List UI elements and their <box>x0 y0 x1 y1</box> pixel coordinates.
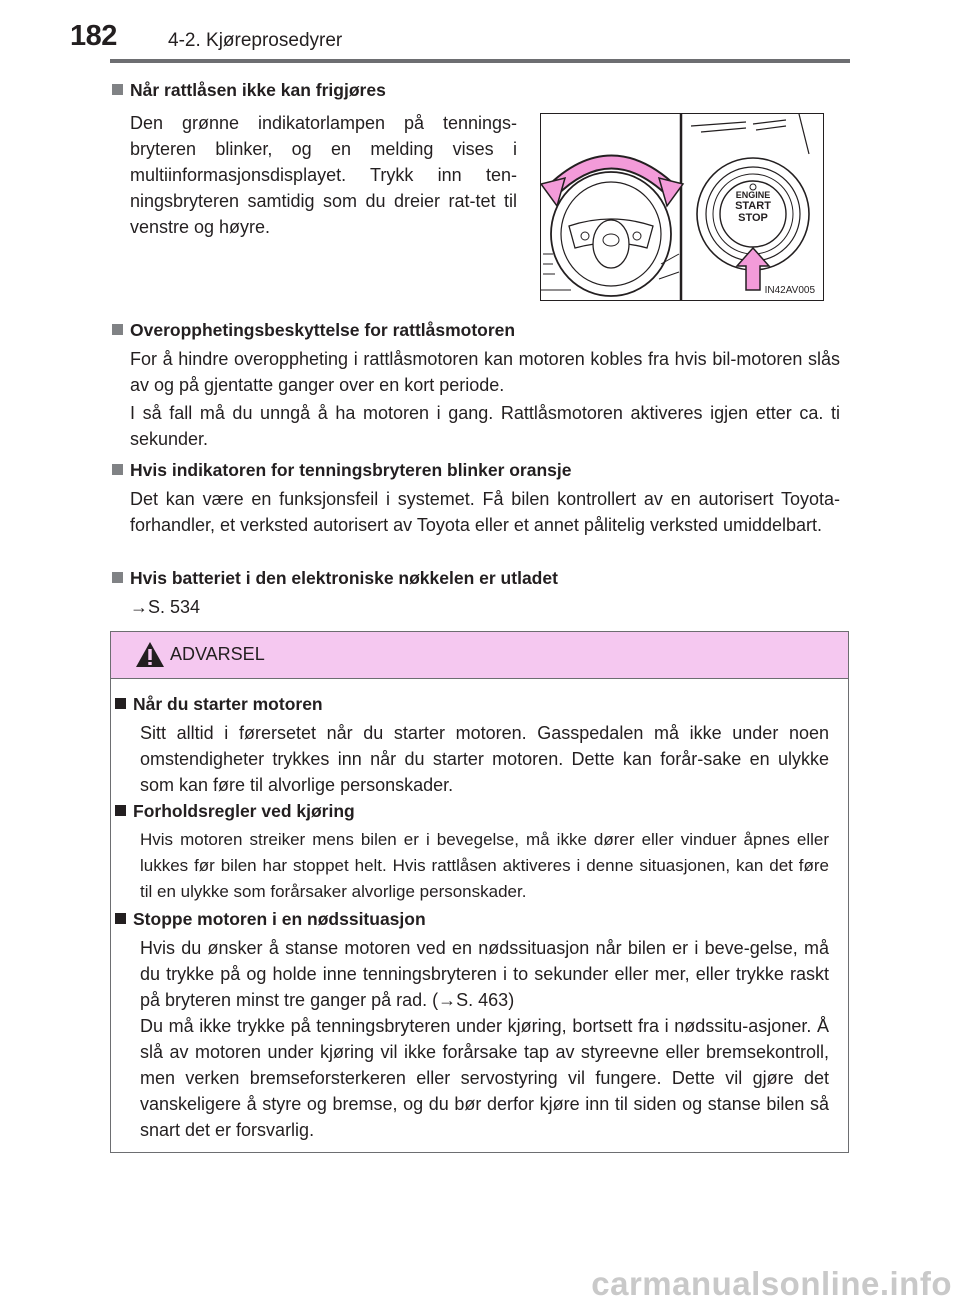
warning-header <box>111 632 848 679</box>
header-rule <box>110 59 850 63</box>
figure-code: IN42AV005 <box>764 285 815 296</box>
bullet-square-icon <box>112 324 123 335</box>
warning-text-starting-engine: Sitt alltid i førersetet når du starter motoren. Gasspedalen må ikke under noen omstendigheter trykkes inn når du starter motoren. Dette kan forår-sake en ulykke som kan føre til alvorlige personskader. <box>140 723 829 795</box>
bullet-square-icon <box>112 572 123 583</box>
section-heading-indicator-orange: Hvis indikatoren for tenningsbryteren blinker oransje <box>112 460 572 481</box>
section-heading-steering-lock: Når rattlåsen ikke kan frigjøres <box>112 80 386 101</box>
page-number: 182 <box>70 20 117 52</box>
steering-wheel-start-button-illustration <box>540 113 824 301</box>
bullet-square-icon <box>115 805 126 816</box>
paragraph-overheat-2: I så fall må du unngå å ha motoren i gang. Rattlåsmotoren aktiveres igjen etter ca. ti sekunder. <box>130 403 840 449</box>
warning-heading-driving-precautions: Forholdsregler ved kjøring <box>115 801 355 822</box>
page-reference-534: →S. 534 <box>130 597 201 617</box>
paragraph-indicator-orange: Det kan være en funksjonsfeil i systemet. Få bilen kontrollert av en autorisert Toyota-forhandler, et verksted autorisert av Toyota eller et annet pålitelig verksted umiddelbart. <box>130 489 840 535</box>
warning-text-emergency-stop-2: Du må ikke trykke på tenningsbryteren under kjøring, bortsett fra i nødssitu-asjoner. Å slå av motoren under kjøring vil ikke forårsake tap av styreevne eller bremsekontroll, men verken bremseforsterkeren eller servostyring vil fungere. Dette vil gjøre det vanskeligere å styre og bremse, og du bør derfor kjøre inn til siden og stanse bilen så snart det er forsvarlig. <box>140 1016 829 1140</box>
bullet-square-icon <box>112 464 123 475</box>
warning-box <box>110 631 849 1153</box>
warning-title: ADVARSEL <box>170 644 265 664</box>
section-title: 4-2. Kjøreprosedyrer <box>168 30 343 51</box>
start-stop-button-label: ENGINE START STOP <box>735 190 771 224</box>
warning-heading-emergency-stop: Stoppe motoren i en nødssituasjon <box>115 909 426 930</box>
footer-watermark: carmanualsonline.info <box>591 1265 952 1302</box>
warning-heading-starting-engine: Når du starter motoren <box>115 694 323 715</box>
warning-text-driving-precautions: Hvis motoren streiker mens bilen er i bevegelse, må ikke dører eller vinduer åpnes eller lukkes før bilen har stoppet helt. Hvis rattlåsen aktiveres i denne situasjonen, kan det føre til en ulykke som forårsaker alvorlige personskader. <box>140 830 829 901</box>
page-header <box>70 18 850 58</box>
section-heading-overheat-protection: Overopphetingsbeskyttelse for rattlåsmotoren <box>112 320 515 341</box>
warning-triangle-icon <box>135 640 165 668</box>
bullet-square-icon <box>115 913 126 924</box>
bullet-square-icon <box>115 698 126 709</box>
paragraph-overheat-1: For å hindre overoppheting i rattlåsmotoren kan motoren kobles fra hvis bil-motoren slås av og på gjentatte ganger over en kort periode. <box>130 349 840 395</box>
warning-text-emergency-stop: Hvis du ønsker å stanse motoren ved en nødssituasjon når bilen er i beve-gelse, må du trykke på og holde inne tenningsbryteren i to sekunder eller mer, eller trykke raskt på bryteren minst tre ganger på rad. (→S. 463) <box>140 938 829 1010</box>
section-heading-key-battery: Hvis batteriet i den elektroniske nøkkelen er utladet <box>112 568 558 589</box>
bullet-square-icon <box>112 84 123 95</box>
paragraph-steering-lock: Den grønne indikatorlampen på tennings-bryteren blinker, og en melding vises i multiinformasjonsdisplayet. Trykk inn ten-ningsbryteren samtidig som du dreier rat-tet til venstre og høyre. <box>130 113 517 237</box>
